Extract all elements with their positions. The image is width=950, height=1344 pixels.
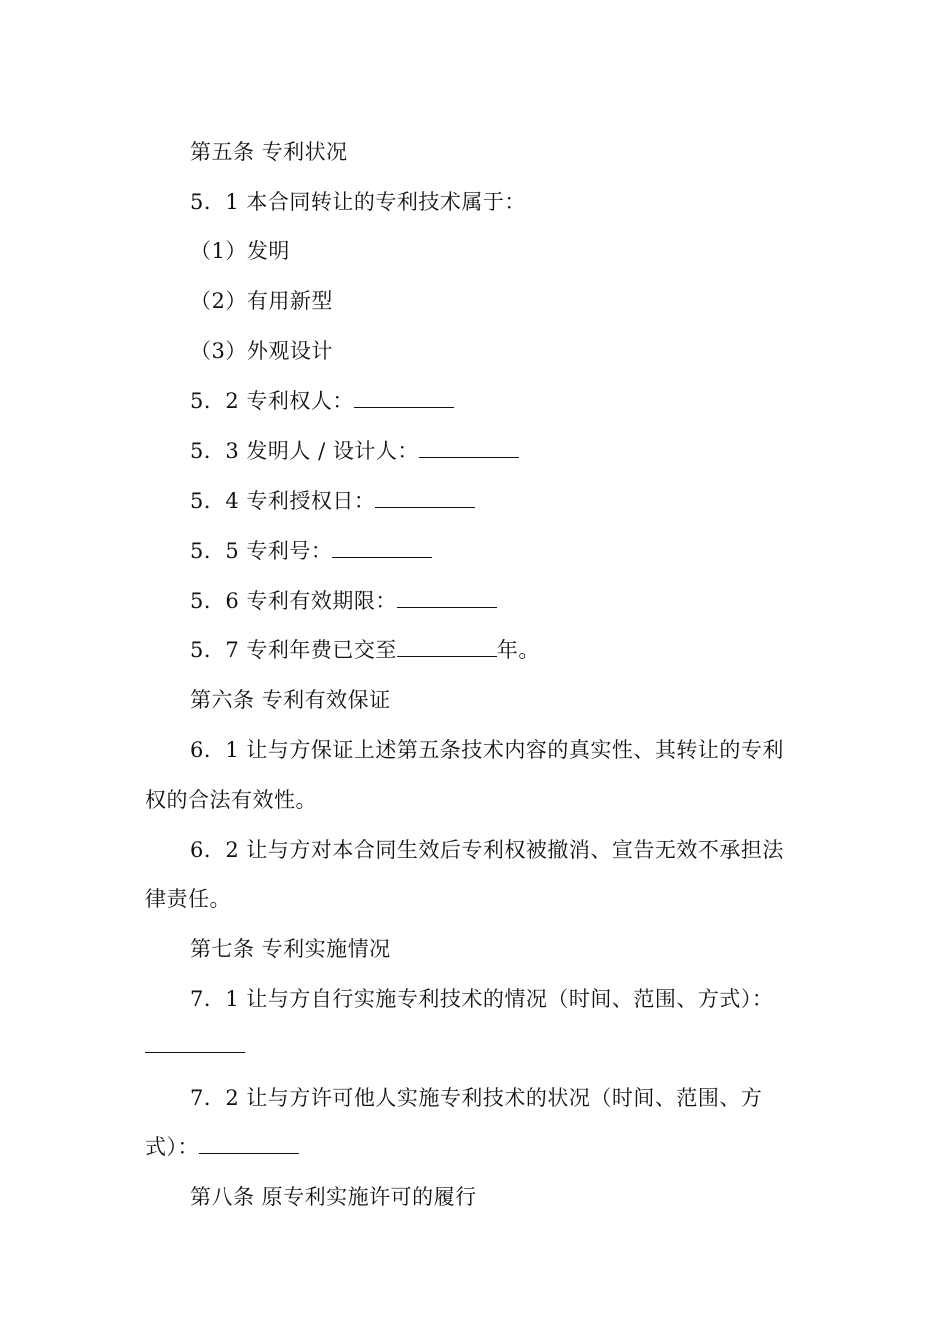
clause-7-2-line-1: 7．2 让与方许可他人实施专利技术的状况（时间、范围、方 bbox=[190, 1086, 763, 1110]
article-7-heading: 第七条 专利实施情况 bbox=[190, 937, 391, 961]
article-5-heading: 第五条 专利状况 bbox=[190, 140, 348, 164]
clause-6-2-line-2: 律责任。 bbox=[145, 887, 231, 911]
licensing-status-blank[interactable] bbox=[199, 1133, 299, 1154]
option-invention: （1）发明 bbox=[190, 239, 290, 263]
clause-5-1: 5．1 本合同转让的专利技术属于： bbox=[190, 190, 526, 214]
clause-5-3: 5．3 发明人 / 设计人： bbox=[190, 437, 519, 465]
patentee-blank[interactable] bbox=[354, 387, 454, 408]
patent-number-blank[interactable] bbox=[332, 537, 432, 558]
clause-5-7: 5．7 专利年费已交至 年。 bbox=[190, 638, 540, 662]
clause-7-1-blank-line bbox=[145, 1032, 245, 1060]
clause-5-2: 5．2 专利权人： bbox=[190, 387, 454, 415]
clause-7-1: 7．1 让与方自行实施专利技术的情况（时间、范围、方式）： bbox=[190, 987, 774, 1011]
clause-5-5: 5．5 专利号： bbox=[190, 537, 432, 565]
annual-fee-year-blank[interactable] bbox=[397, 636, 497, 657]
option-design: （3）外观设计 bbox=[190, 339, 333, 363]
clause-6-2-line-1: 6．2 让与方对本合同生效后专利权被撤消、宣告无效不承担法 bbox=[190, 838, 784, 862]
inventor-blank[interactable] bbox=[419, 437, 519, 458]
clause-5-6: 5．6 专利有效期限： bbox=[190, 587, 497, 615]
clause-7-2-line-2: 式）： bbox=[145, 1133, 299, 1161]
article-6-heading: 第六条 专利有效保证 bbox=[190, 688, 391, 712]
option-utility-model: （2）有用新型 bbox=[190, 289, 333, 313]
clause-6-1-line-2: 权的合法有效性。 bbox=[145, 788, 317, 812]
clause-5-4: 5．4 专利授权日： bbox=[190, 487, 475, 515]
validity-period-blank[interactable] bbox=[397, 587, 497, 608]
article-8-heading: 第八条 原专利实施许可的履行 bbox=[190, 1185, 477, 1209]
clause-6-1-line-1: 6．1 让与方保证上述第五条技术内容的真实性、其转让的专利 bbox=[190, 738, 784, 762]
self-implementation-blank[interactable] bbox=[145, 1032, 245, 1053]
grant-date-blank[interactable] bbox=[375, 487, 475, 508]
